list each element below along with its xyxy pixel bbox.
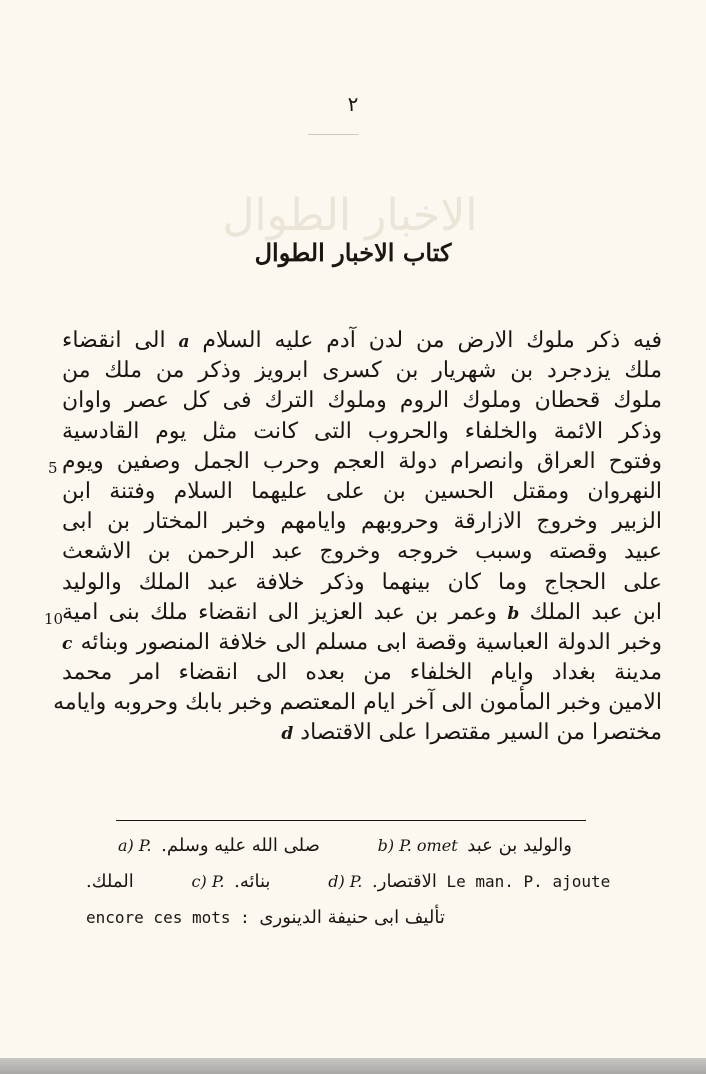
text-line [62, 628, 662, 658]
line-text: وفتوح العراق وانصرام دولة العجم وحرب الجمل وصفين ويوم [62, 448, 662, 474]
text-line [62, 507, 662, 537]
text-line [62, 356, 662, 386]
footnote-b-label: b) P. omet [377, 836, 458, 855]
show-through-title: الاخبار الطوال [222, 190, 478, 241]
page-number: ٢ [347, 92, 359, 116]
footnote-marker: d [281, 724, 294, 745]
line-number: 5 [48, 458, 58, 477]
text-line [62, 326, 662, 356]
footnote-rule [116, 820, 586, 821]
line-text: وخبر الدولة العباسية وقصة ابى مسلم الى خلافة المنصور وبنائه [80, 629, 662, 655]
line-text: وذكر الائمة والخلفاء والحروب التى كانت مثل يوم القادسية [62, 418, 662, 444]
line-number: 10 [44, 609, 64, 628]
line-text: النهروان ومقتل الحسين بن على عليهما السلام وفتنة ابن [62, 478, 662, 504]
footnote-line-3 [86, 900, 646, 936]
footnote-d-label: d) P. [328, 872, 363, 891]
footnote-line-1 [86, 828, 646, 864]
footnote-a-label: a) P. [118, 836, 152, 855]
footnote-c-text: بنائه. [234, 871, 271, 892]
text-line [62, 477, 662, 507]
text-line [62, 568, 662, 598]
text-line [48, 447, 662, 477]
text-line [62, 537, 662, 567]
footnote-marker: a [178, 332, 190, 352]
footnote-b-continued: الملك. [86, 871, 134, 892]
line-text: عبيد وقصته وسبب خروجه وخروج عبد الرحمن بن الاشعث [62, 539, 662, 565]
footnote-d-text: الاقتصار. [372, 871, 437, 892]
book-title: كتاب الاخبار الطوال [254, 238, 452, 267]
line-text: الامين وخبر المأمون الى آخر ايام المعتصم وخبر بابك وحروبه وايامه [53, 690, 662, 716]
footnote-marker: c [62, 633, 73, 654]
footnote-a-text: صلى الله عليه وسلم. [161, 835, 320, 856]
line-text: مختصرا من السير مقتصرا على الاقتصاد [300, 720, 662, 746]
footnote-c-label: c) P. [191, 872, 225, 891]
text-line [62, 417, 662, 447]
footnote-marker: b [507, 603, 520, 624]
line-text: ملك يزدجرد بن شهريار بن كسرى ابرويز وذكر من ملك من [62, 358, 662, 384]
footnote-lead: encore ces mots : [86, 908, 250, 927]
line-text: فيه ذكر ملوك الارض من لدن آدم عليه السلام [202, 328, 663, 353]
text-line [62, 386, 662, 416]
main-text [44, 326, 663, 749]
line-text-end: الى انقضاء [62, 328, 166, 353]
line-text: ملوك قحطان وملوك الروم وملوك الترك فى كل عصر واوان [62, 388, 662, 414]
footnote-line-2 [86, 864, 646, 900]
page-number-rule [308, 134, 358, 135]
footnote-quote: تأليف ابى حنيفة الدينورى [259, 907, 445, 928]
line-text: ابن عبد الملك [529, 599, 663, 625]
line-text-end: وعمر بن عبد العزيز الى انقضاء ملك بنى امية [62, 599, 498, 625]
footnote-b-text: والوليد بن عبد [467, 835, 572, 856]
text-line [62, 718, 662, 748]
line-text: مدينة بغداد وايام الخلفاء من بعده الى انقضاء امر محمد [62, 660, 662, 686]
text-line [44, 598, 663, 628]
text-line [53, 688, 662, 718]
scanner-edge [0, 1058, 706, 1074]
footnotes [86, 828, 646, 936]
line-text: على الحجاج وما كان بينهما وذكر خلافة عبد الملك والوليد [62, 569, 662, 595]
footnote-tail: Le man. P. ajoute [446, 872, 611, 891]
line-text: الزبير وخروج الازارقة وحروبهم وايامهم وخبر المختار بن ابى [62, 509, 662, 535]
text-line [62, 658, 662, 688]
